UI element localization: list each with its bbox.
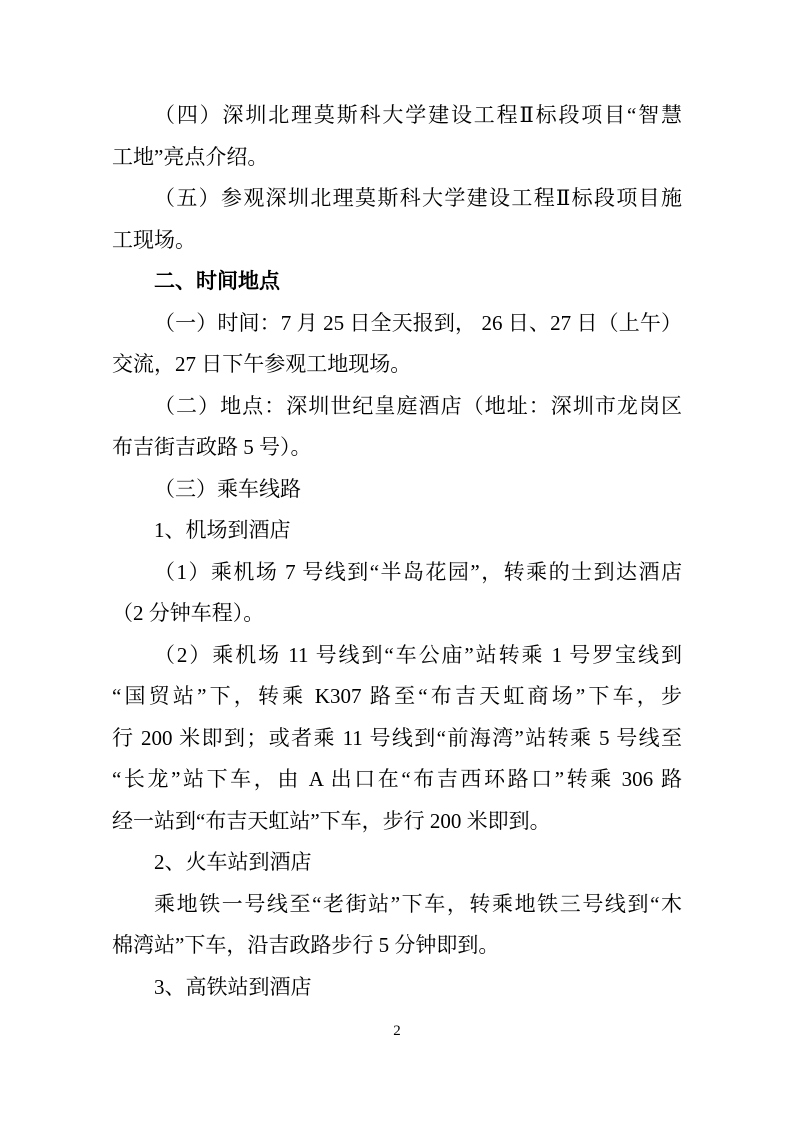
section-heading-text: 二、时间地点 bbox=[154, 270, 280, 293]
paragraph-line: （一）时间：7 月 25 日全天报到， 26 日、27 日（上午） bbox=[154, 310, 682, 335]
document-body bbox=[112, 95, 682, 1008]
paragraph bbox=[112, 552, 682, 635]
paragraph bbox=[112, 469, 682, 511]
paragraph bbox=[112, 967, 682, 1009]
paragraph-line: （二）地点：深圳世纪皇庭酒店（地址：深圳市龙岗区 bbox=[154, 393, 682, 418]
paragraph-line: （2）乘机场 11 号线到“车公庙”站转乘 1 号罗宝线到 bbox=[154, 642, 682, 667]
paragraph bbox=[112, 884, 682, 967]
paragraph bbox=[112, 842, 682, 884]
paragraph-line: 3、高铁站到酒店 bbox=[154, 974, 312, 999]
paragraph-line: 2、火车站到酒店 bbox=[154, 850, 312, 874]
paragraph bbox=[112, 178, 682, 261]
paragraph-line: （2 分钟车程）。 bbox=[112, 601, 265, 625]
paragraph-line: 交流，27 日下午参观工地现场。 bbox=[112, 352, 412, 376]
paragraph-line: （五）参观深圳北理莫斯科大学建设工程Ⅱ标段项目施 bbox=[154, 186, 682, 210]
paragraph-line: （三）乘车线路 bbox=[154, 476, 301, 501]
paragraph bbox=[112, 386, 682, 469]
paragraph-line: 1、机场到酒店 bbox=[154, 518, 291, 542]
page-number: 2 bbox=[393, 1023, 401, 1039]
paragraph-line: （四）深圳北理莫斯科大学建设工程Ⅱ标段项目“智慧 bbox=[154, 103, 682, 127]
paragraph bbox=[112, 303, 682, 386]
paragraph-line: 行 200 米即到；或者乘 11 号线到“前海湾”站转乘 5 号线至 bbox=[112, 725, 682, 750]
paragraph-line: 工地”亮点介绍。 bbox=[112, 144, 269, 169]
paragraph-line: “长龙”站下车，由 A 出口在“布吉西环路口”转乘 306 路 bbox=[112, 767, 682, 791]
paragraph bbox=[112, 635, 682, 843]
paragraph bbox=[112, 95, 682, 178]
paragraph-line: “国贸站”下，转乘 K307 路至“布吉天虹商场”下车，步 bbox=[112, 684, 682, 708]
section-heading bbox=[112, 261, 682, 303]
paragraph-line: （1）乘机场 7 号线到“半岛花园”，转乘的士到达酒店 bbox=[154, 559, 682, 584]
paragraph-line: 工现场。 bbox=[112, 227, 196, 252]
paragraph-line: 经一站到“布吉天虹站”下车，步行 200 米即到。 bbox=[112, 808, 551, 833]
paragraph bbox=[112, 510, 682, 552]
paragraph-line: 棉湾站”下车，沿吉政路步行 5 分钟即到。 bbox=[112, 933, 500, 957]
paragraph-line: 布吉街吉政路 5 号）。 bbox=[112, 435, 312, 459]
paragraph-line: 乘地铁一号线至“老街站”下车，转乘地铁三号线到“木 bbox=[154, 891, 682, 916]
